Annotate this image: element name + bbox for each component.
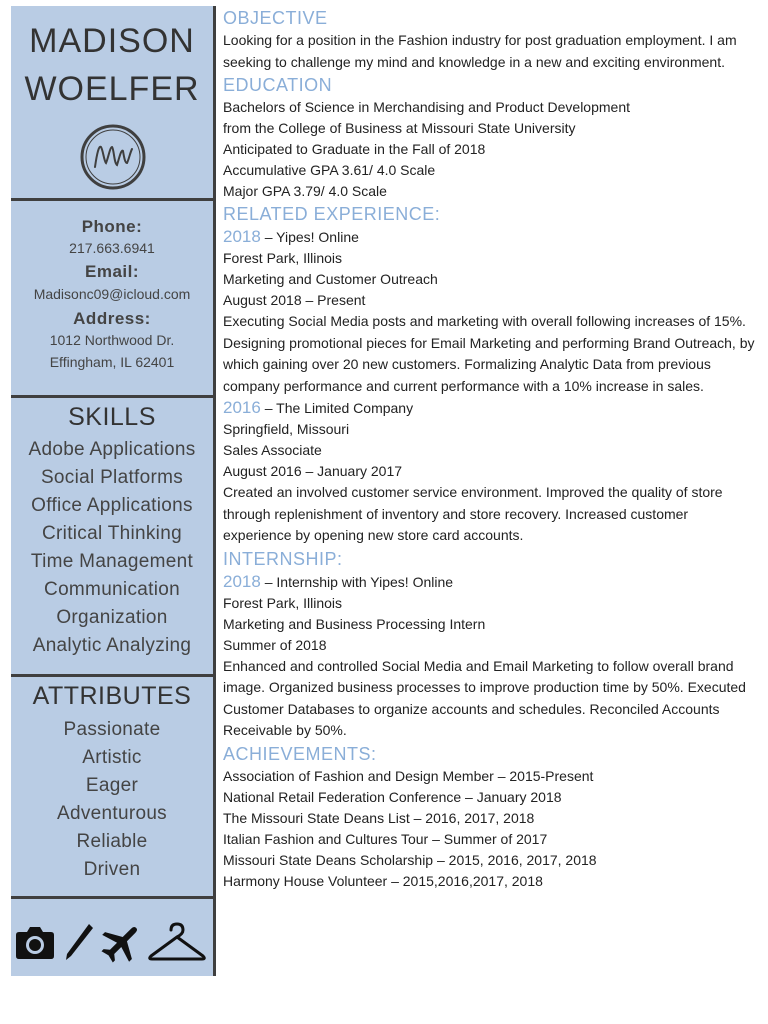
- sidebar: [11, 6, 216, 976]
- internship-year: 2018: [223, 571, 261, 591]
- first-name: MADISON: [29, 22, 195, 60]
- job-location: Springfield, Missouri: [223, 421, 350, 437]
- attribute-item: Adventurous: [57, 803, 167, 824]
- sidebar-divider: [11, 674, 213, 677]
- job-dates: August 2016 – January 2017: [223, 463, 403, 479]
- achievement-item: Association of Fashion and Design Member – 2015-Present: [223, 767, 594, 784]
- skill-item: Critical Thinking: [42, 523, 182, 544]
- education-line: Bachelors of Science in Merchandising and Product Development: [223, 99, 631, 115]
- pencil-icon: [63, 922, 95, 962]
- hanger-icon: [147, 922, 207, 962]
- skills-heading: SKILLS: [68, 403, 156, 431]
- job-title: – The Limited Company: [260, 400, 414, 416]
- sidebar-divider: [11, 896, 213, 899]
- experience-heading: RELATED EXPERIENCE:: [223, 204, 441, 224]
- education-line: Accumulative GPA 3.61/ 4.0 Scale: [223, 162, 436, 178]
- attributes-list: [11, 716, 213, 884]
- hobby-icons: [11, 916, 213, 966]
- achievement-item: Missouri State Deans Scholarship – 2015, 2016, 2017, 2018: [223, 851, 597, 868]
- address-line2: Effingham, IL 62401: [49, 354, 175, 370]
- attribute-item: Artistic: [82, 747, 142, 768]
- internship-heading: INTERNSHIP:: [223, 548, 343, 569]
- education-heading: EDUCATION: [223, 75, 333, 95]
- job-title-line: [223, 226, 763, 248]
- monogram-logo: [79, 123, 147, 191]
- skill-item: Organization: [56, 607, 168, 628]
- attribute-item: Passionate: [63, 719, 161, 740]
- attribute-item: Reliable: [76, 831, 148, 852]
- internship-location: Forest Park, Illinois: [223, 594, 343, 611]
- job-location: Forest Park, Illinois: [223, 250, 343, 266]
- objective-text: Looking for a position in the Fashion industry for post graduation employment. I am seeking to challenge my mind and knowledge in a new and exciting environment.: [223, 32, 737, 70]
- job-role: Sales Associate: [223, 442, 322, 458]
- attributes-heading: ATTRIBUTES: [32, 682, 192, 710]
- camera-icon: [15, 924, 55, 960]
- education-line: from the College of Business at Missouri State University: [223, 120, 576, 136]
- job-year: 2018: [223, 227, 261, 246]
- main-content: [223, 6, 763, 892]
- internship-description: Enhanced and controlled Social Media and Email Marketing to follow overall brand image. Organized business processes to improve production time by 50%. Executed Customer Databases to organize accounts and schedules. Reconciled Accounts Receivable by 50%.: [223, 657, 746, 738]
- sidebar-divider: [11, 198, 213, 201]
- education-line: Anticipated to Graduate in the Fall of 2018: [223, 141, 486, 157]
- job-description: Executing Social Media posts and marketing with overall following increases of 15%. Designing promotional pieces for Email Marketing and performing Brand Outreach, by which gaining over 20 new customers. Formalizing Analytic Data from previous company performance and current performance with a 10% increase in sales.: [223, 313, 755, 394]
- achievement-item: The Missouri State Deans List – 2016, 2017, 2018: [223, 809, 535, 826]
- skills-list: [11, 436, 213, 660]
- internship-role: Marketing and Business Processing Intern: [223, 615, 486, 632]
- attribute-item: Driven: [83, 859, 141, 880]
- achievements-heading: ACHIEVEMENTS:: [223, 743, 377, 764]
- education-line: Major GPA 3.79/ 4.0 Scale: [223, 183, 387, 199]
- skill-item: Adobe Applications: [28, 439, 196, 460]
- skill-item: Office Applications: [31, 495, 193, 516]
- job-year: 2016: [223, 398, 261, 417]
- phone-value: 217.663.6941: [69, 240, 155, 256]
- email-value: Madisonc09@icloud.com: [33, 286, 191, 302]
- sidebar-divider: [11, 395, 213, 398]
- email-label: Email:: [84, 262, 140, 281]
- address-line1: 1012 Northwood Dr.: [49, 332, 175, 348]
- phone-label: Phone:: [81, 217, 143, 236]
- last-name: WOELFER: [24, 70, 200, 108]
- address-label: Address:: [73, 309, 151, 328]
- skill-item: Time Management: [30, 551, 194, 572]
- skill-item: Communication: [44, 579, 180, 600]
- internship-title-line: [223, 571, 763, 593]
- airplane-icon: [99, 920, 145, 964]
- skill-item: Analytic Analyzing: [32, 635, 192, 656]
- job-title: – Yipes! Online: [260, 229, 359, 245]
- attribute-item: Eager: [85, 775, 139, 796]
- logo-monogram-text: MW: [79, 123, 81, 124]
- job-dates: August 2018 – Present: [223, 292, 366, 308]
- job-description: Created an involved customer service environment. Improved the quality of store through replenishment of inventory and store recovery. Increased customer experience by opening new store card accounts.: [223, 484, 723, 543]
- job-title-line: [223, 397, 763, 419]
- achievement-item: National Retail Federation Conference – January 2018: [223, 788, 562, 805]
- internship-title: – Internship with Yipes! Online: [260, 573, 454, 590]
- achievement-item: Italian Fashion and Cultures Tour – Summer of 2017: [223, 830, 548, 847]
- achievement-item: Harmony House Volunteer – 2015,2016,2017, 2018: [223, 872, 543, 889]
- skill-item: Social Platforms: [40, 467, 184, 488]
- internship-dates: Summer of 2018: [223, 636, 327, 653]
- objective-heading: OBJECTIVE: [223, 8, 328, 28]
- job-role: Marketing and Customer Outreach: [223, 271, 438, 287]
